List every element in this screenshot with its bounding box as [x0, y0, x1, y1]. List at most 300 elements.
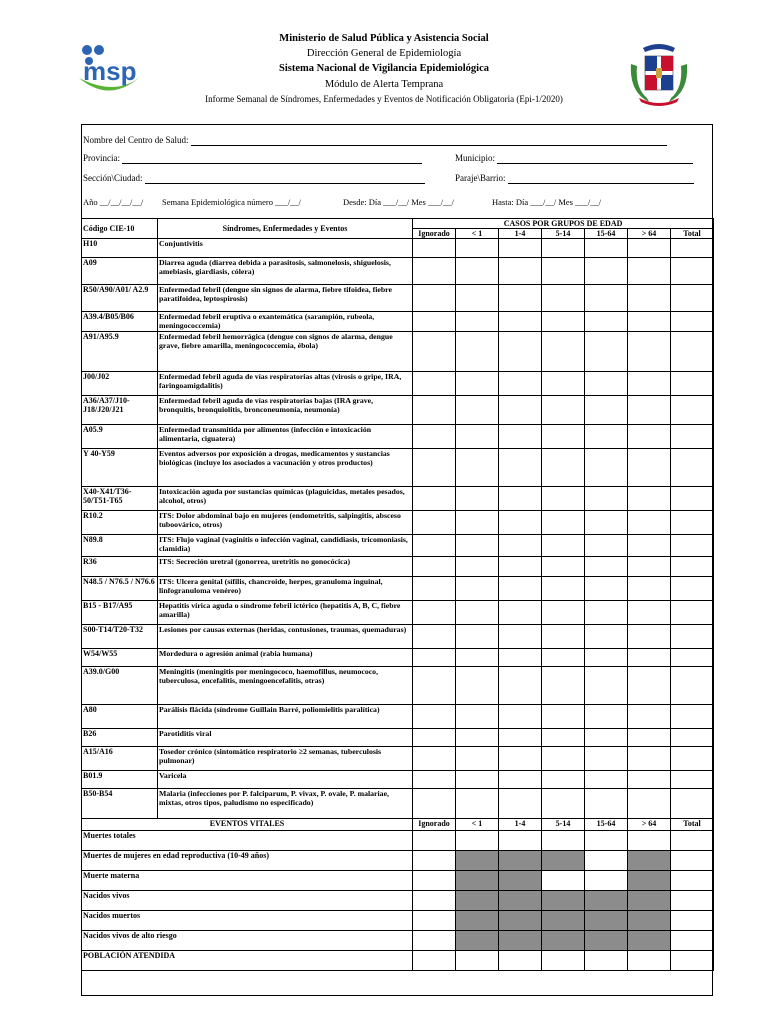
case-count-cell[interactable] — [413, 729, 456, 747]
disease-row — [82, 625, 714, 649]
case-count-cell[interactable] — [542, 649, 585, 667]
case-count-cell[interactable] — [671, 577, 714, 601]
disease-code: A09 — [82, 258, 158, 285]
case-count-cell[interactable] — [585, 332, 628, 372]
anio-field[interactable]: Año __/__/__/__/ — [83, 197, 144, 207]
disease-code: J00/J02 — [82, 372, 158, 396]
vitals-count-cell[interactable] — [671, 831, 714, 851]
case-count-cell[interactable] — [628, 747, 671, 771]
case-count-cell[interactable] — [456, 667, 499, 705]
case-count-cell[interactable] — [542, 771, 585, 789]
vitals-age-col-header: > 64 — [628, 819, 671, 831]
disease-row — [82, 511, 714, 535]
case-count-cell[interactable] — [413, 449, 456, 487]
disease-description: Mordedura o agresión animal (rabia humana) — [158, 649, 413, 667]
disease-row — [82, 789, 714, 819]
disease-row — [82, 667, 714, 705]
case-count-cell[interactable] — [542, 557, 585, 577]
case-count-cell[interactable] — [585, 601, 628, 625]
disease-code: A39.4/B05/B06 — [82, 312, 158, 332]
case-count-cell[interactable] — [542, 396, 585, 425]
disease-description: Hepatitis vírica aguda o síndrome febril ictérico (hepatitis A, B, C, fiebre amarilla) — [158, 601, 413, 625]
case-count-cell[interactable] — [499, 239, 542, 258]
disease-code: B26 — [82, 729, 158, 747]
case-count-cell[interactable] — [413, 396, 456, 425]
case-count-cell[interactable] — [456, 771, 499, 789]
case-count-cell[interactable] — [628, 535, 671, 557]
case-count-cell[interactable] — [585, 747, 628, 771]
desde-field[interactable]: Desde: Día ___/__/ Mes ___/__/ — [343, 197, 454, 207]
disease-description: Enfermedad febril aguda de vías respiratorias altas (virosis o gripe, IRA, faringoamigdalitis) — [158, 372, 413, 396]
case-count-cell[interactable] — [628, 667, 671, 705]
municipio-field[interactable] — [455, 153, 693, 164]
case-count-cell[interactable] — [456, 729, 499, 747]
case-count-cell[interactable] — [499, 312, 542, 332]
disease-description: Parálisis flácida (síndrome Guillain Barré, poliomielitis paralítica) — [158, 705, 413, 729]
case-count-cell[interactable] — [542, 747, 585, 771]
case-count-cell[interactable] — [499, 577, 542, 601]
case-count-cell[interactable] — [499, 601, 542, 625]
vitals-count-cell[interactable] — [628, 831, 671, 851]
case-count-cell[interactable] — [542, 487, 585, 511]
disease-row — [82, 705, 714, 729]
vitals-count-cell[interactable] — [585, 851, 628, 871]
case-count-cell[interactable] — [671, 425, 714, 449]
vitals-label: Muerte materna — [82, 871, 413, 891]
vitals-count-cell[interactable] — [628, 951, 671, 971]
case-count-cell[interactable] — [542, 705, 585, 729]
age-col-header: > 64 — [628, 229, 671, 239]
vitals-row — [82, 891, 714, 911]
case-count-cell[interactable] — [413, 425, 456, 449]
age-col-header: < 1 — [456, 229, 499, 239]
case-count-cell[interactable] — [499, 667, 542, 705]
vitals-count-cell[interactable] — [456, 831, 499, 851]
case-count-cell[interactable] — [456, 747, 499, 771]
case-count-cell[interactable] — [413, 667, 456, 705]
vitals-row — [82, 911, 714, 931]
case-count-cell[interactable] — [456, 425, 499, 449]
vitals-count-cell[interactable] — [413, 831, 456, 851]
case-count-cell[interactable] — [585, 577, 628, 601]
disease-code: R50/A90/A01/ A2.9 — [82, 285, 158, 312]
case-count-cell[interactable] — [585, 425, 628, 449]
case-count-cell[interactable] — [671, 729, 714, 747]
vitals-age-col-header: Total — [671, 819, 714, 831]
vitals-row — [82, 851, 714, 871]
disease-description: Tosedor crónico (sintomático respiratorio ≥2 semanas, tuberculosis pulmonar) — [158, 747, 413, 771]
disease-code: W54/W55 — [82, 649, 158, 667]
blocked-cell — [456, 891, 499, 911]
case-count-cell[interactable] — [456, 511, 499, 535]
vitals-row — [82, 931, 714, 951]
case-count-cell[interactable] — [671, 332, 714, 372]
seccion-label: Sección\Ciudad: — [83, 173, 143, 183]
disease-row — [82, 332, 714, 372]
case-count-cell[interactable] — [456, 372, 499, 396]
disease-row — [82, 747, 714, 771]
case-count-cell[interactable] — [499, 729, 542, 747]
paraje-input-line[interactable] — [508, 174, 694, 184]
vitals-count-cell[interactable] — [671, 851, 714, 871]
case-count-cell[interactable] — [585, 649, 628, 667]
case-count-cell[interactable] — [628, 332, 671, 372]
case-count-cell[interactable] — [499, 449, 542, 487]
case-count-cell[interactable] — [542, 425, 585, 449]
case-count-cell[interactable] — [671, 372, 714, 396]
paraje-field[interactable] — [455, 173, 694, 184]
case-count-cell[interactable] — [628, 285, 671, 312]
case-count-cell[interactable] — [499, 625, 542, 649]
case-count-cell[interactable] — [628, 258, 671, 285]
case-count-cell[interactable] — [671, 557, 714, 577]
case-count-cell[interactable] — [499, 258, 542, 285]
case-count-cell[interactable] — [671, 535, 714, 557]
case-count-cell[interactable] — [671, 771, 714, 789]
case-count-cell[interactable] — [499, 557, 542, 577]
case-count-cell[interactable] — [542, 258, 585, 285]
provincia-input-line[interactable] — [122, 154, 422, 164]
blocked-cell — [542, 891, 585, 911]
case-count-cell[interactable] — [542, 239, 585, 258]
case-count-cell[interactable] — [499, 332, 542, 372]
case-count-cell[interactable] — [456, 312, 499, 332]
blocked-cell — [499, 871, 542, 891]
vitals-count-cell[interactable] — [671, 891, 714, 911]
case-count-cell[interactable] — [671, 258, 714, 285]
case-count-cell[interactable] — [628, 487, 671, 511]
case-count-cell[interactable] — [456, 396, 499, 425]
case-count-cell[interactable] — [499, 747, 542, 771]
disease-row — [82, 449, 714, 487]
case-count-cell[interactable] — [671, 449, 714, 487]
case-count-cell[interactable] — [499, 425, 542, 449]
disease-row — [82, 258, 714, 285]
case-count-cell[interactable] — [456, 239, 499, 258]
vitals-count-cell[interactable] — [671, 911, 714, 931]
case-count-cell[interactable] — [628, 705, 671, 729]
case-count-cell[interactable] — [499, 511, 542, 535]
vitals-row — [82, 951, 714, 971]
disease-description: Eventos adversos por exposición a drogas, medicamentos y sustancias biológicas (incluye los asociados a vacunación y otros productos) — [158, 449, 413, 487]
disease-row — [82, 239, 714, 258]
seccion-field[interactable] — [83, 173, 425, 184]
vitals-count-cell[interactable] — [413, 891, 456, 911]
case-count-cell[interactable] — [499, 372, 542, 396]
vitals-count-cell[interactable] — [585, 871, 628, 891]
case-count-cell[interactable] — [628, 425, 671, 449]
case-count-cell[interactable] — [413, 789, 456, 819]
case-count-cell[interactable] — [542, 511, 585, 535]
vitals-count-cell[interactable] — [413, 871, 456, 891]
case-count-cell[interactable] — [413, 771, 456, 789]
case-count-cell[interactable] — [585, 511, 628, 535]
vitals-count-cell[interactable] — [585, 951, 628, 971]
vitals-label: POBLACIÓN ATENDIDA — [82, 951, 413, 971]
blocked-cell — [542, 851, 585, 871]
disease-row — [82, 396, 714, 425]
case-count-cell[interactable] — [628, 239, 671, 258]
case-count-cell[interactable] — [585, 771, 628, 789]
case-count-cell[interactable] — [413, 747, 456, 771]
centro-field[interactable] — [83, 135, 667, 146]
blocked-cell — [542, 931, 585, 951]
case-count-cell[interactable] — [542, 625, 585, 649]
disease-row — [82, 425, 714, 449]
blocked-cell — [499, 891, 542, 911]
disease-description: ITS: Secreción uretral (gonorrea, uretritis no gonocócica) — [158, 557, 413, 577]
blocked-cell — [499, 931, 542, 951]
case-count-cell[interactable] — [456, 258, 499, 285]
case-count-cell[interactable] — [585, 487, 628, 511]
hasta-field[interactable]: Hasta: Día ___/__/ Mes ___/__/ — [492, 197, 602, 207]
case-count-cell[interactable] — [628, 511, 671, 535]
provincia-field[interactable] — [83, 153, 422, 164]
disease-code: B01.9 — [82, 771, 158, 789]
case-count-cell[interactable] — [456, 285, 499, 312]
blocked-cell — [542, 911, 585, 931]
case-count-cell[interactable] — [671, 511, 714, 535]
case-count-cell[interactable] — [456, 705, 499, 729]
case-count-cell[interactable] — [499, 487, 542, 511]
case-count-cell[interactable] — [671, 239, 714, 258]
age-col-header: Ignorado — [413, 229, 456, 239]
vitals-row — [82, 831, 714, 851]
case-count-cell[interactable] — [585, 285, 628, 312]
case-count-cell[interactable] — [456, 535, 499, 557]
case-count-cell[interactable] — [456, 332, 499, 372]
case-count-cell[interactable] — [585, 449, 628, 487]
disease-row — [82, 577, 714, 601]
case-count-cell[interactable] — [585, 625, 628, 649]
case-count-cell[interactable] — [413, 601, 456, 625]
age-col-header: 1-4 — [499, 229, 542, 239]
vitals-count-cell[interactable] — [413, 911, 456, 931]
case-count-cell[interactable] — [628, 396, 671, 425]
case-count-cell[interactable] — [671, 649, 714, 667]
case-count-cell[interactable] — [542, 332, 585, 372]
case-count-cell[interactable] — [499, 649, 542, 667]
case-count-cell[interactable] — [585, 312, 628, 332]
case-count-cell[interactable] — [413, 312, 456, 332]
disease-code: A15/A16 — [82, 747, 158, 771]
vitals-label: Muertes de mujeres en edad reproductiva (10-49 años) — [82, 851, 413, 871]
vitals-age-col-header: 5-14 — [542, 819, 585, 831]
case-count-cell[interactable] — [671, 487, 714, 511]
case-count-cell[interactable] — [499, 535, 542, 557]
disease-description: Enfermedad febril (dengue sin signos de alarma, fiebre tifoidea, fiebre paratifoidea, leptospirosis) — [158, 285, 413, 312]
case-count-cell[interactable] — [542, 449, 585, 487]
blocked-cell — [628, 891, 671, 911]
case-count-cell[interactable] — [671, 312, 714, 332]
case-count-cell[interactable] — [499, 705, 542, 729]
case-count-cell[interactable] — [585, 705, 628, 729]
vitals-count-cell[interactable] — [671, 931, 714, 951]
semana-field[interactable]: Semana Epidemiológica número ___/__/ — [162, 197, 302, 207]
case-count-cell[interactable] — [628, 449, 671, 487]
disease-description: Enfermedad febril aguda de vías respiratorias bajas (IRA grave, bronquitis, bronquiolitis, bronconeumonía, neumonía) — [158, 396, 413, 425]
case-count-cell[interactable] — [456, 625, 499, 649]
case-count-cell[interactable] — [585, 535, 628, 557]
case-count-cell[interactable] — [628, 625, 671, 649]
vitals-count-cell[interactable] — [413, 951, 456, 971]
case-count-cell[interactable] — [456, 601, 499, 625]
case-count-cell[interactable] — [456, 487, 499, 511]
vitals-count-cell[interactable] — [671, 951, 714, 971]
case-count-cell[interactable] — [499, 396, 542, 425]
case-count-cell[interactable] — [542, 789, 585, 819]
case-count-cell[interactable] — [542, 577, 585, 601]
msp-logo-text: msp — [83, 56, 137, 86]
case-count-cell[interactable] — [499, 285, 542, 312]
case-count-cell[interactable] — [456, 789, 499, 819]
case-count-cell[interactable] — [499, 771, 542, 789]
case-count-cell[interactable] — [628, 601, 671, 625]
case-count-cell[interactable] — [456, 449, 499, 487]
case-count-cell[interactable] — [585, 667, 628, 705]
case-count-cell[interactable] — [628, 729, 671, 747]
vitals-label: Nacidos vivos de alto riesgo — [82, 931, 413, 951]
centro-input-line[interactable] — [191, 136, 667, 146]
vitals-header-row — [82, 819, 714, 831]
case-count-cell[interactable] — [413, 511, 456, 535]
case-count-cell[interactable] — [413, 649, 456, 667]
vitals-count-cell[interactable] — [585, 831, 628, 851]
case-count-cell[interactable] — [413, 258, 456, 285]
case-count-cell[interactable] — [542, 535, 585, 557]
case-count-cell[interactable] — [628, 372, 671, 396]
case-count-cell[interactable] — [413, 285, 456, 312]
disease-code: X40-X41/T36-50/T51-T65 — [82, 487, 158, 511]
direction-title: Dirección General de Epidemiología — [306, 48, 462, 59]
case-count-cell[interactable] — [542, 285, 585, 312]
disease-row — [82, 649, 714, 667]
vitals-count-cell[interactable] — [499, 831, 542, 851]
disease-description: Parotiditis viral — [158, 729, 413, 747]
vitals-count-cell[interactable] — [542, 871, 585, 891]
case-count-cell[interactable] — [456, 577, 499, 601]
vitals-count-cell[interactable] — [499, 951, 542, 971]
case-count-cell[interactable] — [542, 312, 585, 332]
case-count-cell[interactable] — [585, 729, 628, 747]
case-count-cell[interactable] — [413, 535, 456, 557]
centro-label: Nombre del Centro de Salud: — [83, 135, 189, 145]
vitals-label: Muertes totales — [82, 831, 413, 851]
case-count-cell[interactable] — [628, 557, 671, 577]
case-count-cell[interactable] — [413, 487, 456, 511]
case-count-cell[interactable] — [585, 239, 628, 258]
age-col-header: Total — [671, 229, 714, 239]
case-count-cell[interactable] — [671, 667, 714, 705]
vitals-age-col-header: Ignorado — [413, 819, 456, 831]
case-count-cell[interactable] — [628, 789, 671, 819]
vitals-count-cell[interactable] — [671, 871, 714, 891]
col-code-header: Código CIE-10 — [82, 219, 158, 239]
vitals-count-cell[interactable] — [542, 951, 585, 971]
disease-row — [82, 285, 714, 312]
case-count-cell[interactable] — [585, 372, 628, 396]
disease-description: Varicela — [158, 771, 413, 789]
disease-row — [82, 312, 714, 332]
disease-code: H10 — [82, 239, 158, 258]
case-count-cell[interactable] — [671, 396, 714, 425]
case-count-cell[interactable] — [671, 625, 714, 649]
case-count-cell[interactable] — [671, 747, 714, 771]
disease-row — [82, 557, 714, 577]
case-count-cell[interactable] — [542, 601, 585, 625]
disease-row — [82, 535, 714, 557]
report-header — [0, 0, 768, 120]
blocked-cell — [456, 851, 499, 871]
case-count-cell[interactable] — [585, 557, 628, 577]
case-count-cell[interactable] — [413, 332, 456, 372]
case-count-cell[interactable] — [413, 705, 456, 729]
vitals-age-col-header: < 1 — [456, 819, 499, 831]
case-count-cell[interactable] — [628, 577, 671, 601]
vitals-count-cell[interactable] — [542, 831, 585, 851]
provincia-label: Provincia: — [83, 153, 120, 163]
disease-description: Malaria (infecciones por P. falciparum, P. vivax, P. ovale, P. malariae, mixtas, otros tipos, paludismo no especificado) — [158, 789, 413, 819]
disease-code: A36/A37/J10-J18/J20/J21 — [82, 396, 158, 425]
disease-code: N48.5 / N76.5 / N76.6 — [82, 577, 158, 601]
disease-description: Intoxicación aguda por sustancias químicas (plaguicidas, metales pesados, alcohol, otros) — [158, 487, 413, 511]
case-count-cell[interactable] — [456, 557, 499, 577]
case-count-cell[interactable] — [671, 601, 714, 625]
case-count-cell[interactable] — [628, 771, 671, 789]
disease-code: A80 — [82, 705, 158, 729]
disease-code: R36 — [82, 557, 158, 577]
case-count-cell[interactable] — [585, 258, 628, 285]
case-count-cell[interactable] — [585, 789, 628, 819]
vitals-count-cell[interactable] — [413, 931, 456, 951]
disease-description: Enfermedad transmitida por alimentos (infección e intoxicación alimentaria, ciguatera) — [158, 425, 413, 449]
case-count-cell[interactable] — [456, 649, 499, 667]
system-title: Sistema Nacional de Vigilancia Epidemiológica — [278, 63, 489, 74]
vitals-count-cell[interactable] — [413, 851, 456, 871]
case-count-cell[interactable] — [542, 729, 585, 747]
case-count-cell[interactable] — [628, 649, 671, 667]
case-count-cell[interactable] — [413, 239, 456, 258]
case-count-cell[interactable] — [585, 396, 628, 425]
disease-row — [82, 729, 714, 747]
vitals-label: Nacidos vivos — [82, 891, 413, 911]
vitals-label: Nacidos muertos — [82, 911, 413, 931]
case-count-cell[interactable] — [628, 312, 671, 332]
case-count-cell[interactable] — [413, 372, 456, 396]
disease-description: Diarrea aguda (diarrea debida a parasitosis, salmonelosis, shiguelosis, amebiasis, giardiasis, cólera) — [158, 258, 413, 285]
case-count-cell[interactable] — [499, 789, 542, 819]
disease-code: N89.8 — [82, 535, 158, 557]
blocked-cell — [585, 911, 628, 931]
vitals-header: EVENTOS VITALES — [82, 819, 413, 831]
blocked-cell — [585, 891, 628, 911]
seccion-input-line[interactable] — [145, 174, 425, 184]
case-count-cell[interactable] — [671, 285, 714, 312]
case-count-cell[interactable] — [542, 667, 585, 705]
disease-description: Conjuntivitis — [158, 239, 413, 258]
case-count-cell[interactable] — [671, 789, 714, 819]
vitals-count-cell[interactable] — [456, 951, 499, 971]
disease-description: Enfermedad febril hemorrágica (dengue con signos de alarma, dengue grave, fiebre amarilla, meningococcemia, ébola) — [158, 332, 413, 372]
disease-row — [82, 487, 714, 511]
case-count-cell[interactable] — [413, 625, 456, 649]
case-count-cell[interactable] — [671, 705, 714, 729]
case-count-cell[interactable] — [413, 577, 456, 601]
vitals-age-col-header: 15-64 — [585, 819, 628, 831]
case-count-cell[interactable] — [542, 372, 585, 396]
case-count-cell[interactable] — [413, 557, 456, 577]
municipio-input-line[interactable] — [497, 154, 693, 164]
